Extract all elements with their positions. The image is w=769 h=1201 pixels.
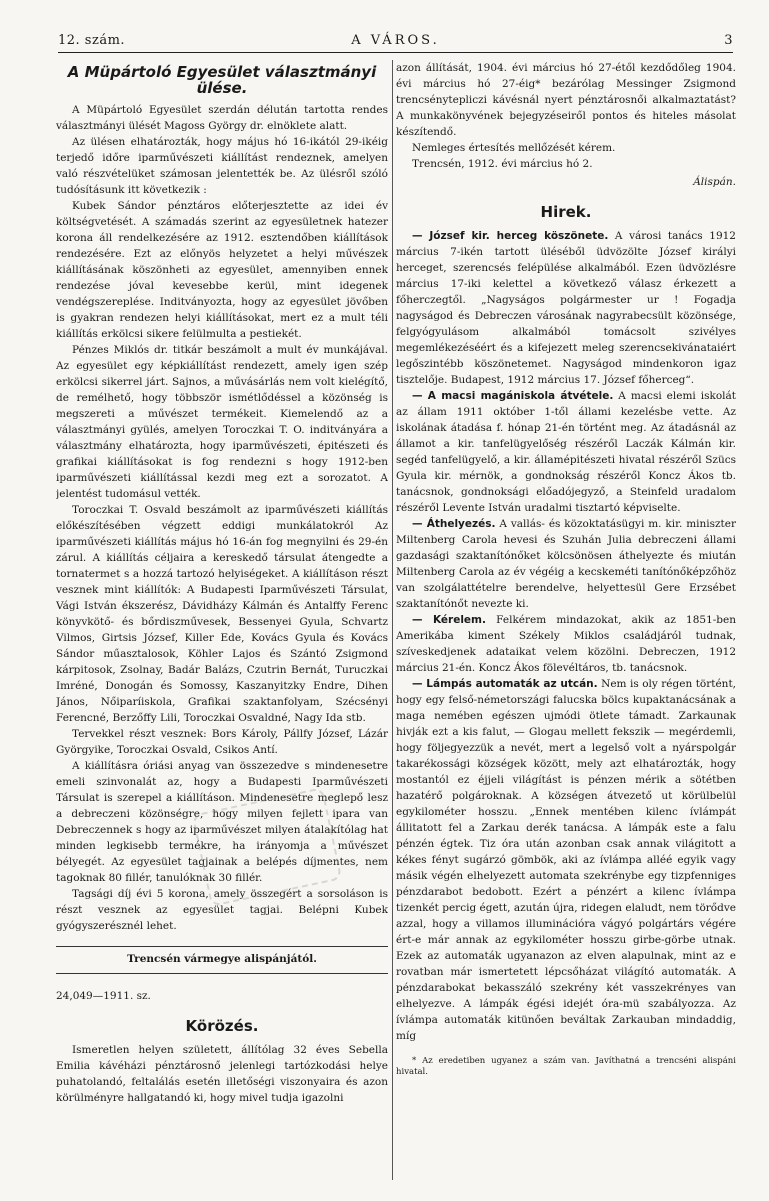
news-text: A vallás- és közoktatásügyi m. kir. miniszter Miltenberg Carola hevesi és Szuhán Julia debreczeni állami gazdasági szaktanítónőket kölcsönösen áthelyezte és miután Miltenberg Carola az év végéig a kecskeméti tanítónőképzőhöz van szolgálattételre berendelve, helyettesül Gere Erzsébet szaktanítónőt nevezte ki.	[396, 518, 736, 610]
continued-paragraph: azon állítását, 1904. évi március hó 27-étől kezdődőleg 1904. évi március hó 27-éig* bezárólag Messinger Zsigmond trencsénytepliczi kávésnál nyert pénztárosnői alkalmaztatást? A munkakönyvének bejegyzéseiről pontos és hiteles másolat készítendő.	[396, 62, 736, 138]
news-heading: — A macsi magániskola átvétele.	[412, 390, 614, 402]
news-text: A macsi elemi iskolát az állam 1911 október 1-től állami kezelésbe vette. Az iskolának átadása f. hónap 21-én történt meg. Az átadásnál az államot a kir. tanfelügyelőség részéről Laczák Kálmán kir. segéd tanfelügyelő, a kir. államépitészeti hivatal részéről Szücs Gyula kir. mérnök, a gondnokság részéről Koncz Ákos tb. tanácsnok, gondnoksági előadójegyző, a Steinfeld uradalom részéről Levente István uradalmi tisztartó képviselte.	[396, 390, 736, 514]
article-paragraph: A Müpártoló Egyesület szerdán délután tartotta rendes választmányi ülését Magoss György dr. elnöklete alatt.	[56, 104, 388, 132]
news-heading: — Áthelyezés.	[412, 518, 496, 530]
news-item	[396, 388, 736, 516]
article-paragraph: A kiállításra óriási anyag van összezedve s mindenesetre emeli szinvonalát az, hogy a Budapesti Iparművészeti Társulat is szerepel a kiállításon. Mindenesetre meglepő lesz a debreczeni közönségre, hogy milyen fejlett ipara van Debreczennek s hogy az iparművészet milyen átalakítólag hat minden legkisebb termékre, ha irányomja a művészet bélyegét. Az egyesület tagjainak a belépés díjmentes, nem tagoknak 80 fillér, tanulóknak 30 fillér.	[56, 760, 388, 884]
notice-header: Trencsén vármegye alispánjától.	[127, 953, 317, 965]
article-title: A Müpártoló Egyesület választmányi ülése.	[67, 63, 377, 97]
paper-title: A VÁROS.	[351, 33, 440, 48]
article-paragraph: Toroczkai T. Osvald beszámolt az iparművészeti kiállítás előkészítésében végzett eddigi munkálatokról Az iparművészeti kiállítás május hó 16-án fog megnyilni és 29-én zárul. A kiállítás céljaira a kereskedő társulat átengedte a tornatermet s a hozzá tartozó helyiségeket. A kiállításon részt vesznek mint kiállítók: A Budapesti Iparművészeti Társulat, Vági István ékszerész, Dávidházy Kálmán és Antalffy Ferenc könyvkötő- és bőrdiszművesek, Bessenyei Gyula, Schvartz Vilmos, Girtsis József, Killer Ede, Kovács Gyula és Kovács Sándor műasztalosok, Köhler Lajos és Szántó Zsigmond kárpitosok, Zsolnay, Badár Balázs, Czutrin Bernát, Turuczkai Imréné, Donogán és Somossy, Kaszanyitzky Endre, Dihen János, Nőiparíiskola, Grafikai szaktanfolyam, Szécsényi Ferencné, Berzőffy Lili, Toroczkai Osvaldné, Nagy Ida stb.	[56, 504, 388, 724]
left-column	[56, 60, 388, 1191]
news-text: Felkérem mindazokat, akik az 1851-ben Amerikába kiment Székely Miklos családjáról tudnak, szíveskedjenek adataikat velem közölni. Debreczen, 1912 március 21-én. Koncz Ákos fölevéltáros, tb. tanácsnok.	[396, 614, 736, 674]
signature: Álispán.	[693, 176, 736, 188]
page-number: 3	[724, 33, 733, 48]
column-divider	[392, 60, 393, 1180]
wanted-text: Ismeretlen helyen született, állítólag 32 éves Sebella Emilia kávéházi pénztárosnő jelenlegi tartózkodási helye puhatolandó, feltalálás esetén illetőségi viszonyaira és azon körülményre hallgatandó ki, hogy mivel tudja igazolni	[56, 1044, 388, 1104]
article-paragraph: Tervekkel részt vesznek: Bors Károly, Pállfy József, Lázár Györgyike, Toroczkai Osvald, Csikos Antí.	[56, 728, 388, 756]
news-text: A városi tanács 1912 március 7-ikén tartott üléséből üdvözölte József királyi herceget, szerencsés felépülése alkalmából. Ezen üdvözlésre március 17-iki kelettel a következő válasz érkezett a főherczegtől. „Nagyságos polgármester ur ! Fogadja nagyságod és Debreczen városának nagyrabecsült közönsége, felgyógyulásom alkalmából tomácsolt szivélyes megemlékezéséért és a kifejezett meleg szerencsekivánataiért legőszintébb köszönetemet. Nagyságod mindenkoron igaz tisztelője. Budapest, 1912 március 17. József főherceg“.	[396, 230, 736, 386]
article-paragraph: Tagsági díj évi 5 korona, amely összegért a sorsoláson is részt vesznek az egyesület tagjai. Belépni Kubek gyógyszerésznél lehet.	[56, 888, 388, 932]
article-paragraph: Az ülésen elhatározták, hogy május hó 16-ikától 29-ikéig terjedő időre iparművészeti kiállítást rendeznek, amelyen való részvételüket számosan jelentették be. Az ülésről szóló tudósításunk itt következik :	[56, 136, 388, 196]
news-item	[396, 228, 736, 388]
news-title: Hirek.	[540, 203, 592, 221]
article-paragraph: Pénzes Miklós dr. titkár beszámolt a mult év munkájával. Az egyesület egy képkiállítást rendezett, amely igen szép erkölcsi sikerrel járt. Sajnos, a művásárlás nem volt kielégítő, de remélhető, hogy többször ismétlődéssel a közönség is megszereti a művészet termékeit. Kiemelendő az a választmányi gyülés, amelyen Toroczkai T. O. inditványára a választmány elhatározta, hogy iparművészeti, épitészeti és grafikai kiállításokat is fog rendezni s hogy 1912-ben iparművészeti kiállítással kezdi meg ezt a sorozatot. A jelentést tudomásul vették.	[56, 344, 388, 500]
continued-paragraph: Nemleges értesítés mellőzését kérem.	[412, 142, 616, 154]
page-header	[58, 30, 733, 53]
footnote: * Az eredetiben ugyanez a szám van. Javíthatná a trencséni alispáni hivatal.	[396, 1056, 736, 1077]
news-heading: — József kir. herceg köszönete.	[412, 230, 609, 242]
news-item	[396, 676, 736, 1044]
news-item	[396, 612, 736, 676]
reference-number: 24,049—1911. sz.	[56, 990, 151, 1002]
continued-paragraph: Trencsén, 1912. évi március hó 2.	[412, 158, 593, 170]
right-column	[396, 60, 736, 1191]
news-text: Nem is oly régen történt, hogy egy felső-németországi falucska bölcs kupaktanácsának a maga nemében egészen ujmódi ötlete támadt. Zarkaunak hivják ezt a kis falut, — Glogau mellett fekszik — megérdemli, hogy följegyezzük a nevét, mert a legelső volt a nyárspolgár takarékossági községek között, mely azt elhatározták, hogy mostantól ez éjjeli világítást is pénzen mérik a sötétben hazatérő polgároknak. A községen átvezető ut körülbelül egykilométer hosszu. „Ennek mentében kilenc ívlámpát állitatott fel a Zarkau derék tanácsa. A lámpák este a falu pénzén égtek. Tiz óra után azonban csak annak világitott a kékes fényt sugárzó gömbök, aki az ívlámpa alléé egyik vagy másik végén elhelyezett automata szekrénybe egy tizpfenniges pénzdarabot bedobott. Ezért a pénzért a kilenc ívlámpa tizenkét percig égett, azután újra, ridegen elaludt, nem törődve azzal, hogy a villamos illuminációra vágyó polgártárs végére ért-e már annak az egykilométer hosszu girbe-görbe utnak. Ezek az automaták ugyanazon az elven alapulnak, mint az e rovatban már ismertetett lépcsőházat világító automaták. A pénzdarabokat bekasszáló szekrény két vasszekrényes van elhelyezve. A lámpák égési idejét óra-mü szabályozza. Az ívlámpa automaták kitünően beváltak Zarkauban mindaddig, míg	[396, 678, 736, 1042]
news-item	[396, 516, 736, 612]
wanted-title: Körözés.	[185, 1017, 259, 1035]
article-paragraph: Kubek Sándor pénztáros előterjesztette az idei év költségvetését. A számadás szerint az egyesületnek hatezer korona áll rendelkezésére az 1912. esztendőben kiállítások rendezésére. Ezt az előnyös helyzetet a helyi művészek kiállításának köszönheti az egyesület, amennyiben ennek rendezése jóval kevesebbe kerül, mint idegenek vendégszereplése. Inditványozta, hogy az egyesület jövőben is gyakran rendezen helyi kiállításokat, mert ez a mult téli kiállítás erkölcsi sikere felülmulta a pestiekét.	[56, 200, 388, 340]
issue-number: 12. szám.	[58, 33, 126, 48]
section-rule	[56, 973, 388, 974]
section-rule	[56, 946, 388, 947]
news-heading: — Lámpás automaták az utcán.	[412, 678, 598, 690]
news-heading: — Kérelem.	[412, 614, 486, 626]
